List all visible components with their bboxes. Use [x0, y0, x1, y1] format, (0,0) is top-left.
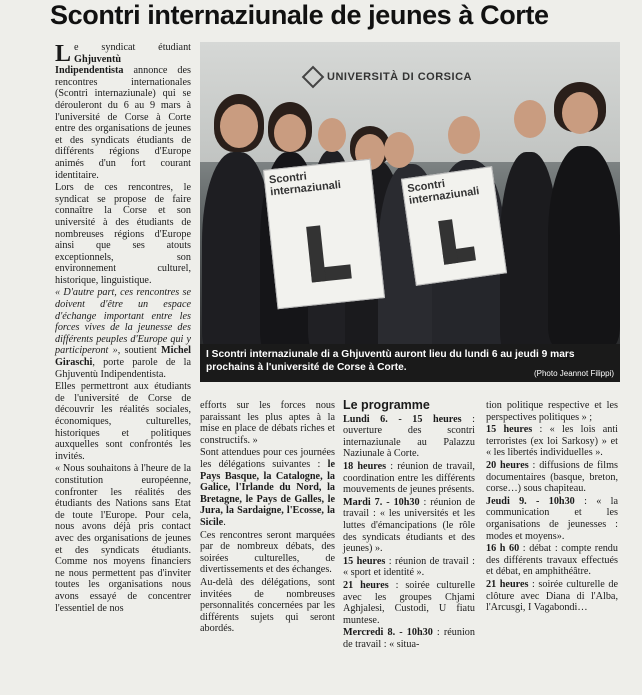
quote: « D'autre part, ces rencontres se doivent d'être un espace d'échange important entre les forces vives de la jeunesse des différents peuples d'Europe qui y participeront »: [55, 287, 191, 357]
union-name: Ghjuventù Indipendentista: [55, 53, 124, 77]
programme-item: [343, 414, 475, 460]
intro-text: e syndicat étudiant: [74, 42, 191, 53]
person-silhouette: [548, 146, 620, 344]
paragraph-b1: efforts sur les forces nous paraissant les plus aptes à la mise en place de débats riches et constructifs. »: [200, 400, 335, 446]
programme-time: 21 heures: [343, 579, 389, 591]
article-photo: [200, 42, 620, 344]
programme-time: 20 heures: [486, 459, 529, 471]
article-column-delegations: [200, 400, 335, 636]
paragraph-4: Elles permettront aux étudiants de l'université de Corse de découvrir les réalités sociales, économiques, culturelles, historiques et politiques auxquelles sont confrontés les invités.: [55, 381, 191, 462]
university-logo-icon: [302, 66, 325, 89]
person-face: [562, 92, 598, 134]
intro-text-tail: annonce des rencontres internationales (Scontri internaziunale) qui se dérouleront du 6 au 9 mars à l'université de Corse à Corte entre des organisations de jeunes et des syndicats étudiants de différents régions d'Europe animés d'un fort courant identitaire.: [55, 65, 191, 181]
paragraph-5: « Nous souhaitons à l'heure de la constitution européenne, confronter les réalités des étudiants des Nations sans Etat de toute l'Europe. Pour cela, nous avons déjà pris contact avec des organisations de jeunes et des syndicats étudiants. Comme nos moyens financiers ne nous permettent pas d'inviter toutes les organisations nous avons essayé de concentrer l'essentiel de nos: [55, 463, 191, 614]
spokesperson-name: Michel Giraschi: [55, 345, 191, 369]
spokesperson-role: , porte parole de la Ghjuventù Indipendentista.: [55, 357, 191, 380]
caption-text: I Scontri internaziunale di a Ghjuventù auront lieu du lundi 6 au jeudi 9 mars prochains à l'université de Corse à Corte.: [206, 349, 575, 373]
paragraph-3: [55, 287, 191, 380]
article-column-programme-cont: [486, 400, 618, 615]
programme-item: [343, 497, 475, 555]
delegations-intro: Sont attendues pour ces journées les délégations suivantes :: [200, 447, 335, 470]
programme-item: [486, 543, 618, 578]
programme-time: Jeudi 9. - 10h30: [486, 495, 575, 507]
programme-time: 18 heures: [343, 460, 387, 472]
programme-desc: : « la communication et les organisations de jeunesses : modes et moyens».: [486, 495, 618, 542]
programme-item: [486, 460, 618, 495]
programme-time: Mardi 7. - 10h30: [343, 496, 420, 508]
drop-cap: L: [55, 41, 72, 67]
delegations-end: .: [223, 516, 226, 528]
person-face: [274, 114, 306, 152]
programme-item: [486, 579, 618, 614]
programme-time: 21 heures: [486, 578, 529, 590]
event-poster-left: [263, 159, 385, 310]
programme-item: [343, 627, 475, 650]
programme-desc: : « les lois anti terroristes (ex loi Sarkosy) » et « les libertés individuelles ».: [486, 424, 618, 459]
article-headline: Scontri internaziunale de jeunes à Corte: [50, 0, 549, 30]
programme-desc: : ouverture des scontri internaziunale au Palazzu Naziunale à Corte.: [343, 413, 475, 460]
person-face: [384, 132, 414, 168]
paragraph-2: Lors de ces rencontres, le syndicat se propose de faire connaître la Corse et son université à des étudiants de nombreuses régions d'Europe ainsi que ses atouts exceptionnels, son environnement culturel, historique, linguistique.: [55, 182, 191, 286]
photo-credit: (Photo Jeannot Filippi): [533, 369, 614, 378]
programme-item: [486, 424, 618, 459]
programme-time: 16 h 60: [486, 543, 520, 555]
person-face: [220, 104, 258, 148]
photo-caption: [200, 344, 620, 382]
person-face: [514, 100, 546, 138]
programme-desc: : réunion de travail, coordination entre les différents mouvements de jeunes présents.: [343, 460, 475, 496]
programme-desc: : réunion de travail : « situa-: [343, 627, 475, 650]
poster-title: Scontri internaziunali: [268, 170, 342, 199]
poster-logo-icon: [306, 223, 352, 283]
poster-title: Scontri internaziunali: [406, 177, 481, 207]
university-sign-text: UNIVERSITÀ DI CORSICA: [327, 71, 472, 83]
programme-time: Lundi 6. - 15 heures: [343, 413, 462, 425]
programme-item: [343, 580, 475, 626]
paragraph-b2: [200, 447, 335, 528]
programme-time: 15 heures: [343, 555, 386, 567]
paragraph-b3: Ces rencontres seront marquées par de nombreux débats, des soirées culturelles, de divertissements et des échanges.: [200, 529, 335, 576]
programme-desc: : diffusions de films documentaires (basque, breton, corse…) sous chapiteau.: [486, 459, 618, 495]
programme-desc: : débat : compte rendu des différents travaux effectués et débat, en amphithéâtre.: [486, 543, 618, 578]
delegations-list: le Pays Basque, la Catalogne, la Galice, l'Irlande du Nord, la Bretagne, le Pays de Galles, le Jura, la Sardaigne, l'Ecosse, la Sicile: [200, 458, 335, 528]
programme-desc: : réunion de travail : « sport et identité ».: [343, 555, 475, 579]
programme-item: [343, 461, 475, 496]
event-poster-right: [401, 166, 507, 286]
programme-desc: : soirée culturelle avec les groupes Chjami Aghjalesi, Custodi, U fiatu muntese.: [343, 579, 475, 626]
university-sign: [305, 66, 515, 88]
article-column-intro: [55, 42, 191, 615]
article-column-programme: [343, 400, 475, 651]
programme-time: 15 heures: [486, 424, 533, 436]
programme-desc: : réunion de travail : « les universités et les luttes d'émancipations (le rôle des syndicats étudiants et des jeunes) ».: [343, 496, 475, 555]
person-face: [448, 116, 480, 154]
programme-item: [486, 496, 618, 542]
programme-desc: : soirée culturelle de clôture avec Diana di l'Alba, l'Arcusgi, I Vagabondi…: [486, 578, 618, 614]
quote-attribution: , soutient: [117, 345, 161, 357]
person-face: [318, 118, 346, 152]
programme-item: [343, 556, 475, 579]
paragraph-b4: Au-delà des délégations, sont invitées de nombreuses personnalités concernées par les différents sujets qui seront abordés.: [200, 576, 335, 635]
paragraph-intro: [55, 42, 191, 181]
poster-logo-icon: [438, 217, 476, 265]
programme-heading: Le programme: [343, 398, 430, 412]
programme-time: Mercredi 8. - 10h30: [343, 627, 433, 639]
programme-item: tion politique respective et les perspectives politiques » ;: [486, 400, 618, 423]
